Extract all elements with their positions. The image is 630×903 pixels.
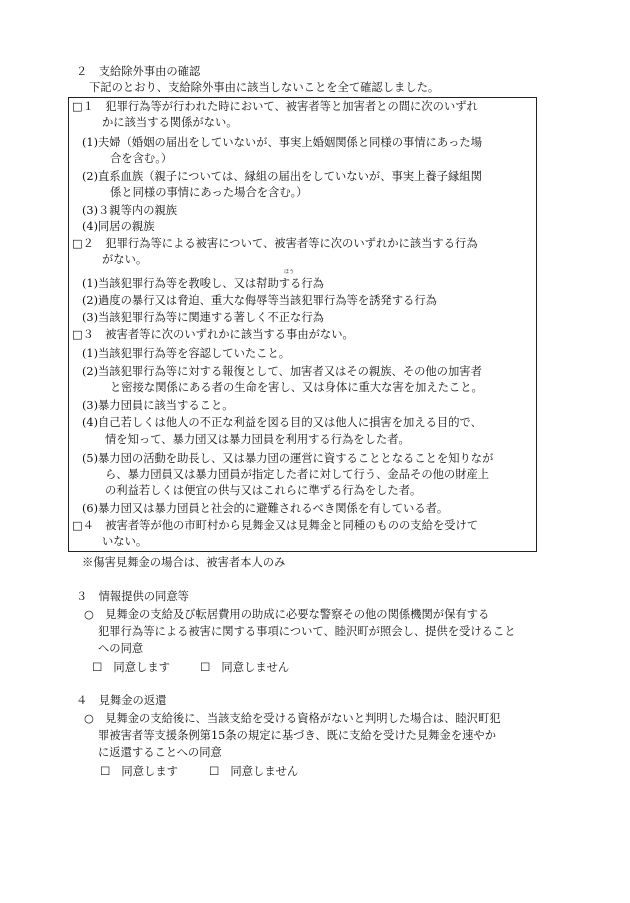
item3-sub6: (6)暴力団又は暴力団員と社会的に避難されるべき関係を有している者。 [82,502,449,515]
section4-agree-checkbox[interactable]: ☐ 同意します [100,765,178,778]
item3-sub2-line1: (2)当該犯罪行為等に対する報復として、加害者又はその親族、その他の加害者 [82,365,482,378]
item1-line2: かに該当する関係がない。 [102,116,238,129]
section3-disagree-checkbox[interactable]: ☐ 同意しません [200,661,290,674]
section2-intro: 下記のとおり、支給除外事由に該当しないことを全て確認しました。 [89,81,440,94]
item3-sub5-line3: の利益若しくは便宜の供与又はこれらに準ずる行為をした者。 [105,484,422,497]
section4-disagree-checkbox[interactable]: ☐ 同意しません [209,765,299,778]
item2-sub3: (3)当該犯罪行為等に関連する著しく不正な行為 [82,311,324,324]
section3-line2: 犯罪行為等による被害に関する事項について、睦沢町が照会し、提供を受けること [98,625,516,638]
item3-sub4-line2: 情を知って、暴力団又は暴力団員を利用する行為をした者。 [105,433,410,446]
section3-line1: ○ 見舞金の支給及び転居費用の助成に必要な警察その他の関係機関が保有する [84,608,490,621]
item1-checkbox-label[interactable]: □１ 犯罪行為等が行われた時において、被害者等と加害者との間に次のいずれ [72,100,478,113]
section4-heading: ４ 見舞金の返還 [76,694,167,707]
item3-sub2-line2: と密接な関係にある者の生命を害し、又は身体に重大な害を加えたこと。 [110,381,483,394]
section3-line3: への同意 [98,642,144,655]
section4-line3: に返還することへの同意 [98,746,222,759]
item3-checkbox-label[interactable]: □３ 被害者等に次のいずれかに該当する事由がない。 [72,328,354,341]
item4-line2: いない。 [102,535,148,548]
item1-sub1-line1: (1)夫婦（婚姻の届出をしていないが、事実上婚姻関係と同様の事情にあった場 [82,136,482,149]
item2-checkbox-label[interactable]: □２ 犯罪行為等による被害について、被害者等に次のいずれかに該当する行為 [72,237,478,250]
section2-heading: ２ 支給除外事由の確認 [76,65,201,78]
item3-sub5-line2: ら、暴力団員又は暴力団員が指定した者に対して行う、金品その他の財産上 [105,468,490,481]
item1-sub1-line2: 合を含む。） [110,152,173,165]
section4-line1: ○ 見舞金の支給後に、当該支給を受ける資格がないと判明した場合は、睦沢町犯 [84,712,501,725]
item4-checkbox-label[interactable]: □４ 被害者等が他の市町村から見舞金又は見舞金と同種のものの支給を受けて [72,519,479,532]
item2-ruby: ほう [284,269,295,275]
item1-sub2-line2: 係と同様の事情にあった場合を含む。） [110,186,308,199]
item3-sub1: (1)当該犯罪行為等を容認していたこと。 [82,347,291,360]
item2-sub2: (2)過度の暴行又は脅迫、重大な侮辱等当該犯罪行為等を誘発する行為 [82,294,437,307]
item2-sub1: (1)当該犯罪行為等を教唆し、又は幇助する行為 [82,277,324,290]
section3-heading: ３ 情報提供の同意等 [76,590,189,603]
item3-sub4-line1: (4)自己若しくは他人の不正な利益を図る目的又は他人に損害を加える目的で、 [82,416,482,429]
item1-sub3: (3)３親等内の親族 [82,204,178,217]
item1-sub2-line1: (2)直系血族（親子については、縁組の届出をしていないが、事実上養子縁組関 [82,170,482,183]
item3-sub3: (3)暴力団員に該当すること。 [82,399,234,412]
injury-note: ※傷害見舞金の場合は、被害者本人のみ [82,556,286,569]
item1-sub4: (4)同居の親族 [82,220,155,233]
section4-line2: 罪被害者等支援条例第15条の規定に基づき、既に支給を受けた見舞金を速やか [98,729,497,742]
section3-agree-checkbox[interactable]: ☐ 同意します [92,661,170,674]
item3-sub5-line1: (5)暴力団の活動を助長し、又は暴力団の運営に資することとなることを知りなが [82,452,494,465]
item2-line2: がない。 [102,253,148,266]
